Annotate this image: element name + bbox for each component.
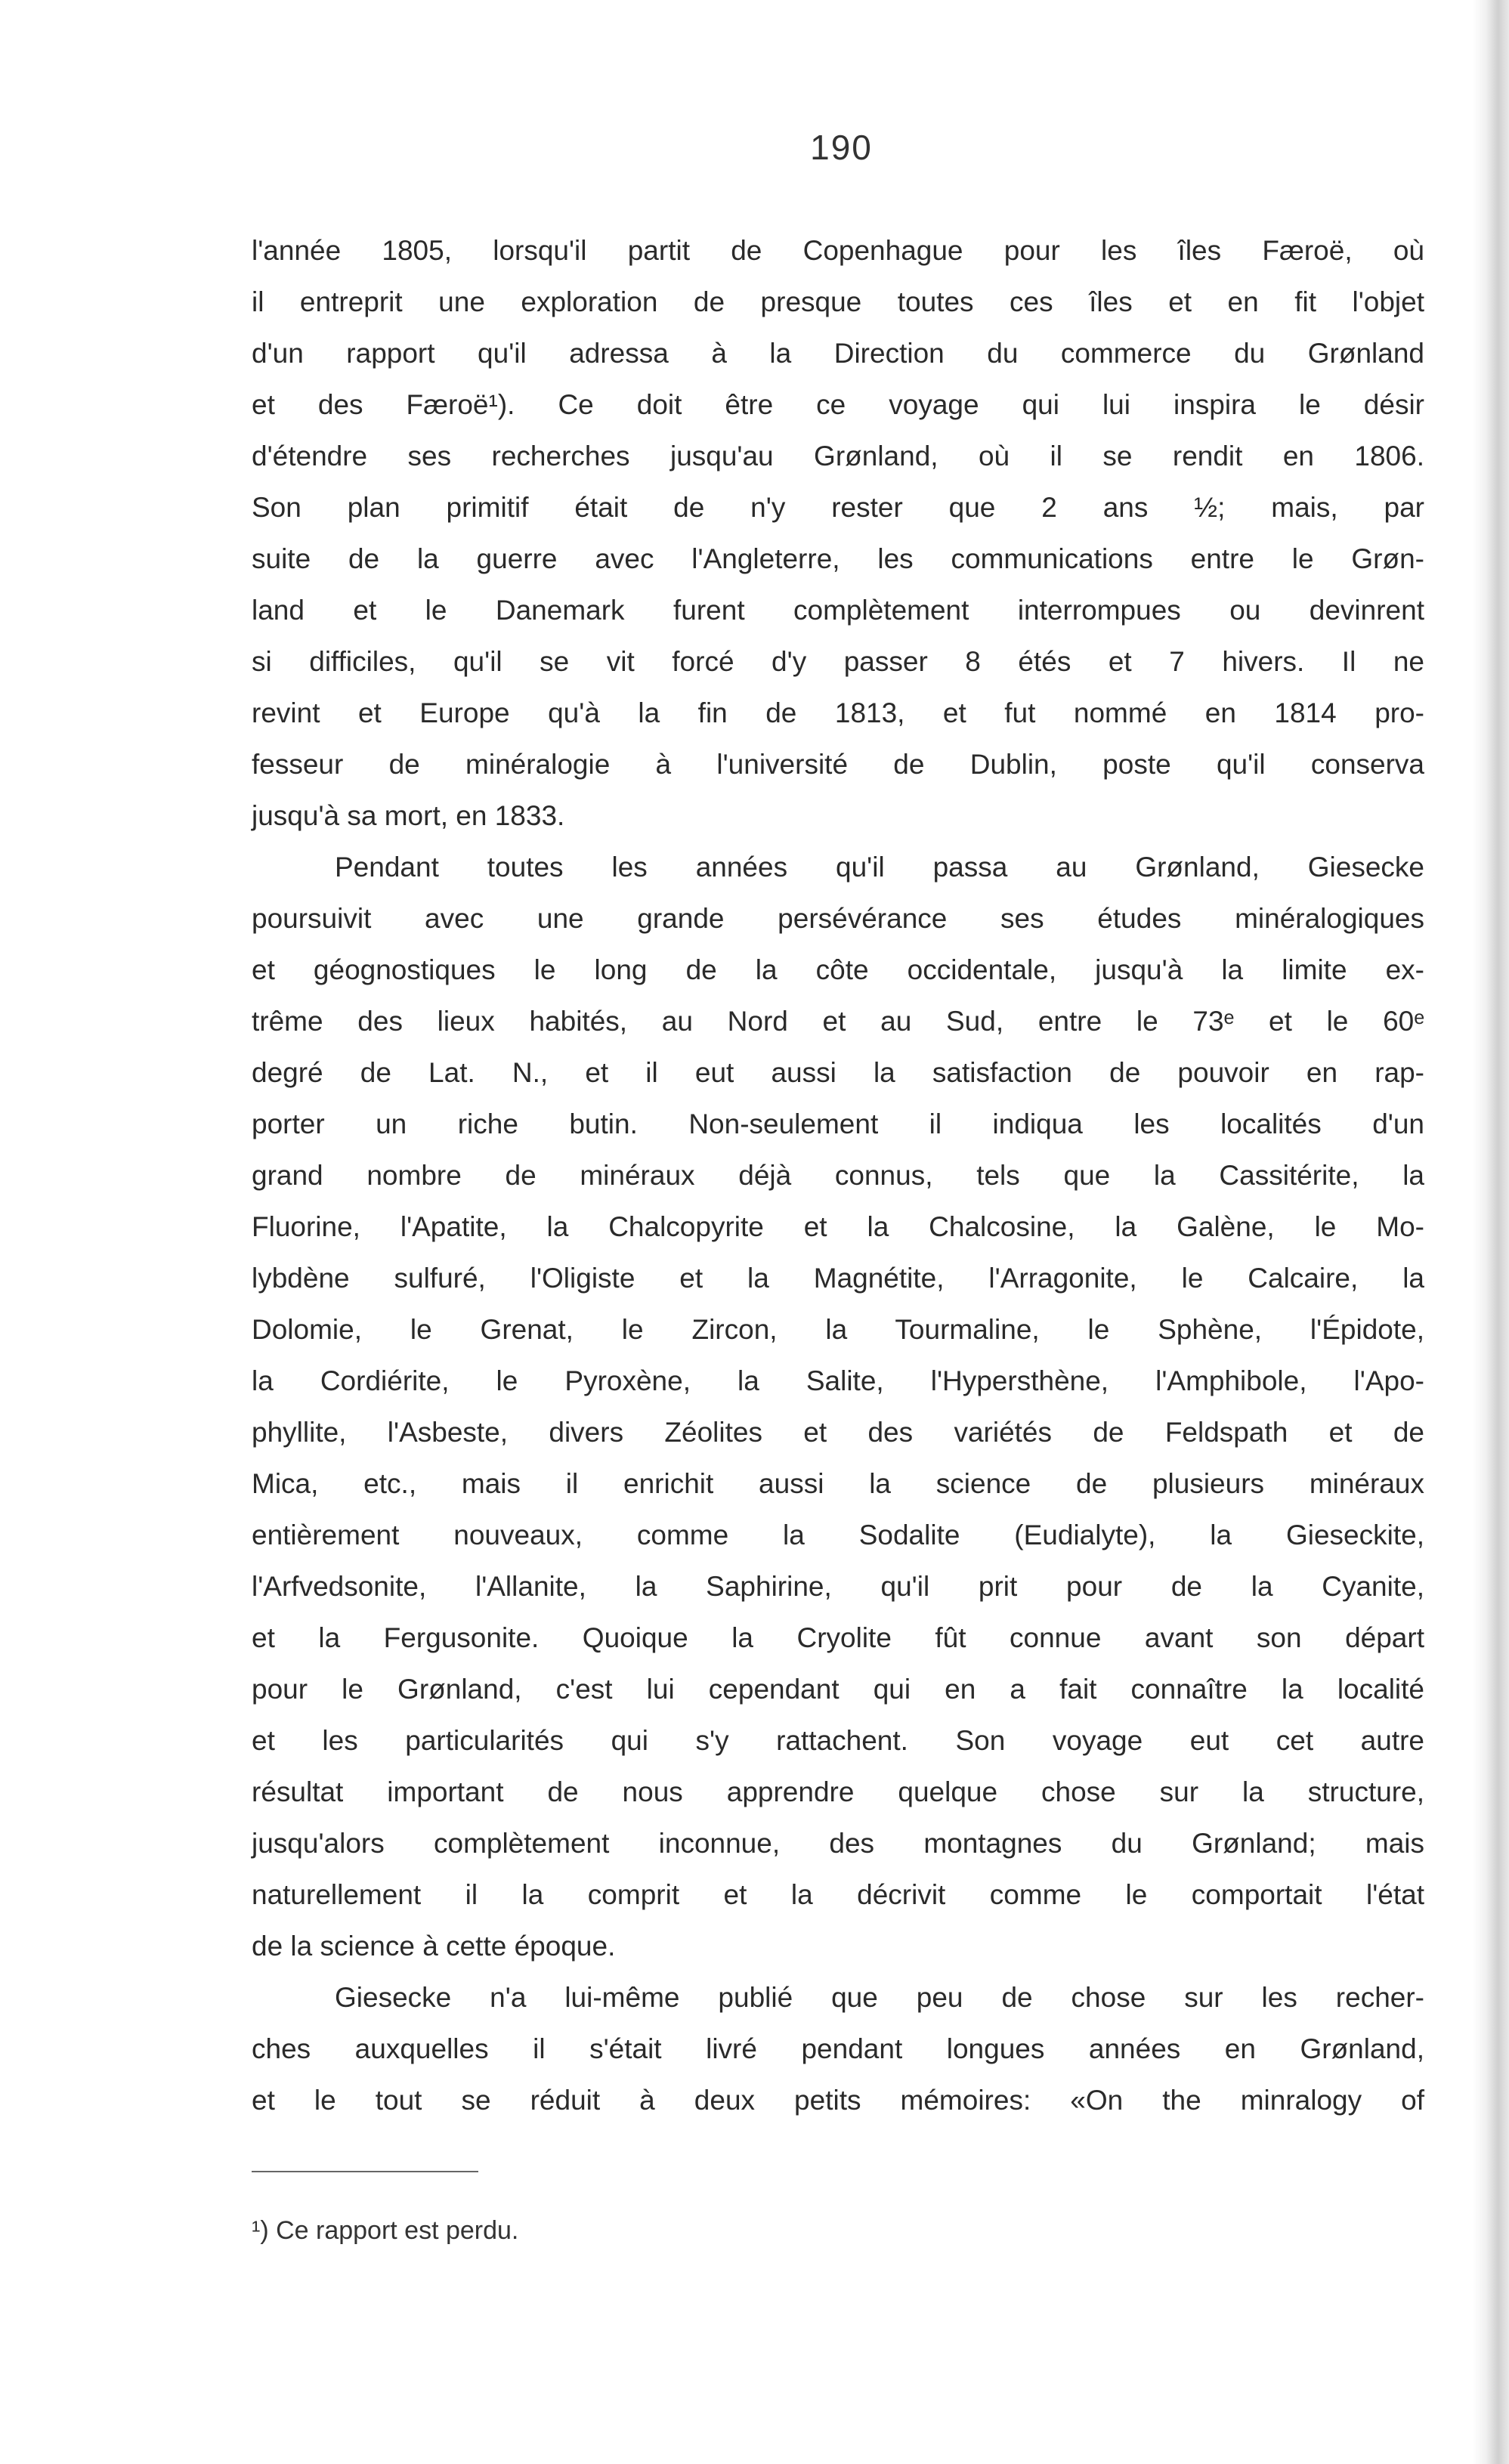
text-line: et la Fergusonite. Quoique la Cryolite fût connue avant son départ [252,1622,1424,1653]
text-line: Pendant toutes les années qu'il passa au Grønland, Giesecke [335,852,1424,883]
text-line: Dolomie, le Grenat, le Zircon, la Tourmaline, le Sphène, l'Épidote, [252,1314,1424,1345]
text-line: l'année 1805, lorsqu'il partit de Copenhague pour les îles Færoë, où [252,235,1424,266]
footnote: ¹) Ce rapport est perdu. [252,2216,519,2245]
text-line: l'Arfvedsonite, l'Allanite, la Saphirine, qu'il prit pour de la Cyanite, [252,1571,1424,1602]
text-line: il entreprit une exploration de presque toutes ces îles et en fit l'objet [252,286,1424,317]
text-line: naturellement il la comprit et la décrivit comme le comportait l'état [252,1879,1424,1910]
text-line: de la science à cette époque. [252,1931,616,1962]
text-line: Fluorine, l'Apatite, la Chalcopyrite et la Chalcosine, la Galène, le Mo- [252,1211,1424,1242]
text-line: Giesecke n'a lui-même publié que peu de chose sur les recher- [335,1982,1424,2013]
text-line: suite de la guerre avec l'Angleterre, les communications entre le Grøn- [252,543,1424,574]
text-line: Son plan primitif était de n'y rester que 2 ans ½; mais, par [252,492,1424,523]
text-line: la Cordiérite, le Pyroxène, la Salite, l'Hypersthène, l'Amphibole, l'Apo- [252,1365,1424,1396]
text-line: Mica, etc., mais il enrichit aussi la science de plusieurs minéraux [252,1468,1424,1499]
text-line: poursuivit avec une grande persévérance ses études minéralogiques [252,903,1424,934]
text-line: d'étendre ses recherches jusqu'au Grønland, où il se rendit en 1806. [252,441,1424,471]
text-line: revint et Europe qu'à la fin de 1813, et fut nommé en 1814 pro- [252,697,1424,728]
text-line: porter un riche butin. Non-seulement il indiqua les localités d'un [252,1108,1424,1139]
body-text [252,225,1424,2126]
text-line: et géognostiques le long de la côte occidentale, jusqu'à la limite ex- [252,954,1424,985]
text-line: et le tout se réduit à deux petits mémoires: «On the minralogy of [252,2085,1424,2116]
text-line: trême des lieux habités, au Nord et au Sud, entre le 73ᵉ et le 60ᵉ [252,1006,1424,1037]
text-line: jusqu'à sa mort, en 1833. [252,800,565,831]
text-line: ches auxquelles il s'était livré pendant longues années en Grønland, [252,2033,1424,2064]
text-line: et les particularités qui s'y rattachent. Son voyage eut cet autre [252,1725,1424,1756]
footnote-divider [252,2171,478,2172]
text-line: résultat important de nous apprendre quelque chose sur la structure, [252,1776,1424,1807]
text-line: land et le Danemark furent complètement interrompues ou devinrent [252,595,1424,626]
text-line: degré de Lat. N., et il eut aussi la satisfaction de pouvoir en rap- [252,1057,1424,1088]
text-line: fesseur de minéralogie à l'université de Dublin, poste qu'il conserva [252,749,1424,780]
page-edge-shadow [1473,0,1509,2464]
text-line: d'un rapport qu'il adressa à la Direction du commerce du Grønland [252,338,1424,369]
text-line: si difficiles, qu'il se vit forcé d'y passer 8 étés et 7 hivers. Il ne [252,646,1424,677]
text-line: grand nombre de minéraux déjà connus, tels que la Cassitérite, la [252,1160,1424,1191]
text-line: pour le Grønland, c'est lui cependant qui en a fait connaître la localité [252,1674,1424,1705]
text-line: jusqu'alors complètement inconnue, des montagnes du Grønland; mais [252,1828,1424,1859]
text-line: et des Færoë¹). Ce doit être ce voyage qui lui inspira le désir [252,389,1424,420]
text-line: phyllite, l'Asbeste, divers Zéolites et des variétés de Feldspath et de [252,1417,1424,1448]
text-line: lybdène sulfuré, l'Oligiste et la Magnétite, l'Arragonite, le Calcaire, la [252,1263,1424,1294]
text-line: entièrement nouveaux, comme la Sodalite (Eudialyte), la Gieseckite, [252,1520,1424,1550]
page-number: 190 [810,128,873,167]
